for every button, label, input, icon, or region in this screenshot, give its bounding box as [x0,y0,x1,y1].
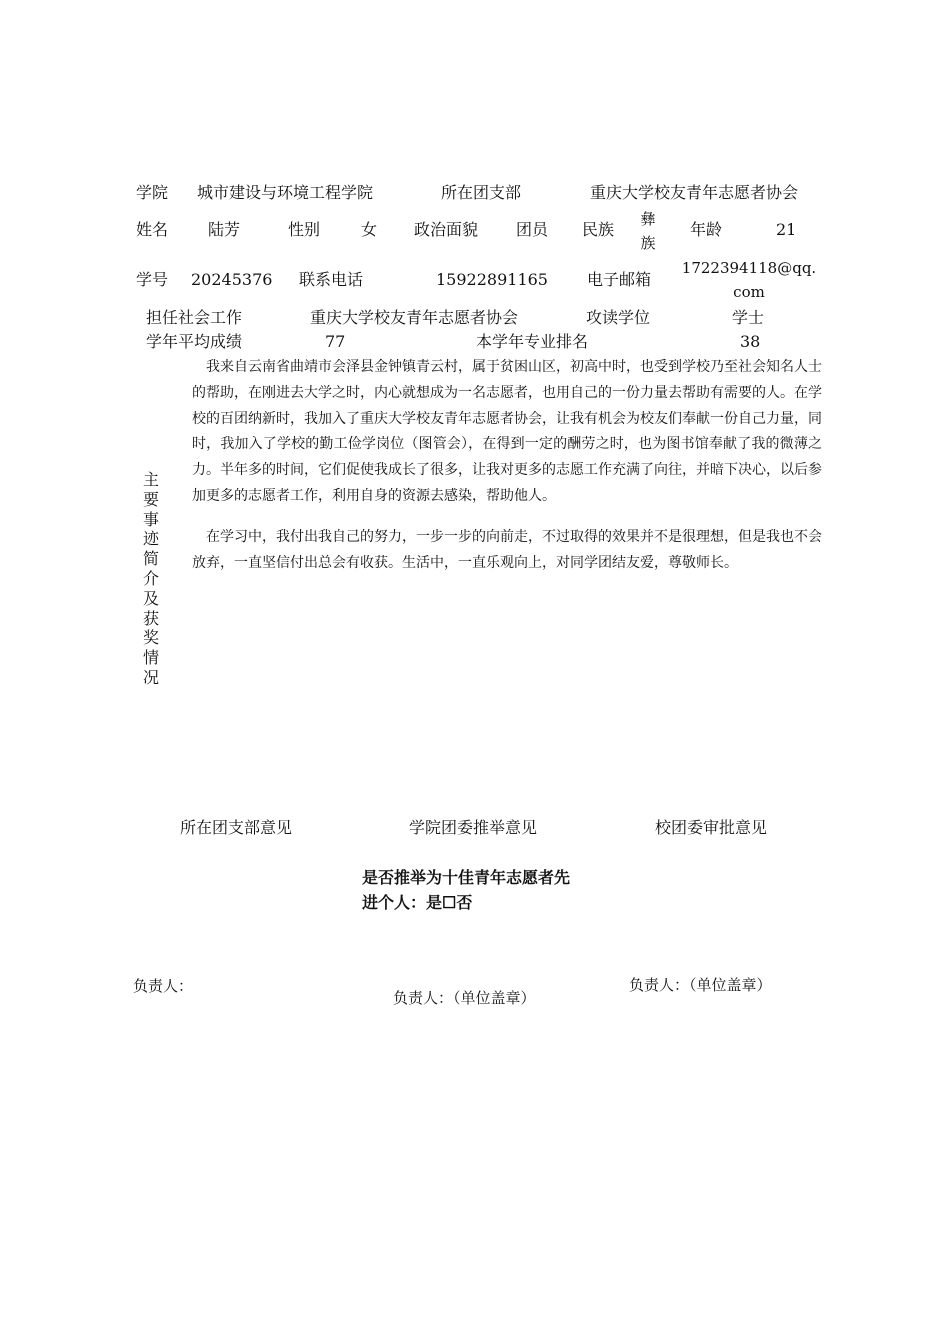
gender-label: 性别 [288,220,321,239]
degree-label: 攻读学位 [586,308,651,327]
deeds-paragraph-1: 我来自云南省曲靖市会泽县金钟镇青云村，属于贫困山区，初高中时，也受到学校乃至社会知名人士的帮助，在刚进去大学之时，内心就想成为一名志愿者，也用自己的一份力量去帮助有需要的人。在学校的百团纳新时，我加入了重庆大学校友青年志愿者协会，让我有机会为校友们奉献一份自己力量，同时，我加入了学校的勤工俭学岗位（图管会），在得到一定的酬劳之时，也为图书馆奉献了我的微薄之力。半年多的时间，它们促使我成长了很多，让我对更多的志愿工作充满了向往，并暗下决心，以后参加更多的志愿者工作，利用自身的资源去感染，帮助他人。 [192,359,822,504]
branch-opinion-label: 所在团支部意见 [180,818,293,837]
age-label: 年龄 [690,220,723,239]
email-value: 1722394118@qq.com [681,259,817,301]
responsible-right: 负责人：（单位盖章） [629,976,772,994]
student-id-label: 学号 [136,270,169,289]
gender-value: 女 [361,220,378,239]
gpa-label: 学年平均成绩 [146,332,243,351]
school-opinion-label: 校团委审批意见 [655,818,768,837]
ethnic-label: 民族 [582,220,615,239]
gpa-value: 77 [325,332,346,351]
rank-value: 38 [740,332,761,351]
college-label: 学院 [136,183,169,202]
college-value: 城市建设与环境工程学院 [197,183,374,202]
phone-label: 联系电话 [299,270,364,289]
deeds-paragraph-2: 在学习中，我付出我自己的努力，一步一步的向前走，不过取得的效果并不是很理想，但是我也不会放弃，一直坚信付出总会有收获。生活中，一直乐观向上，对同学团结友爱，尊敬师长。 [192,529,822,571]
student-id-value: 20245376 [191,270,273,289]
politics-value: 团员 [516,220,549,239]
degree-value: 学士 [732,308,765,327]
responsible-left: 负责人： [133,977,194,995]
email-label: 电子邮箱 [587,270,652,289]
age-value: 21 [776,220,797,239]
responsible-middle: 负责人：（单位盖章） [393,989,536,1007]
social-work-label: 担任社会工作 [146,308,243,327]
deeds-side-label: 主要事迹简介及获奖情况 [142,470,159,687]
recommend-question-line2: 进个人：是☐否 [362,893,473,912]
politics-label: 政治面貌 [414,220,479,239]
branch-label: 所在团支部 [441,183,522,202]
phone-value: 15922891165 [436,270,548,289]
college-opinion-label: 学院团委推举意见 [409,818,538,837]
ethnic-value: 彝族 [640,210,656,252]
rank-label: 本学年专业排名 [476,332,589,351]
name-value: 陆芳 [208,220,241,239]
branch-value: 重庆大学校友青年志愿者协会 [590,183,799,202]
recommend-question-line1: 是否推举为十佳青年志愿者先 [362,868,571,887]
social-work-value: 重庆大学校友青年志愿者协会 [310,308,519,327]
name-label: 姓名 [136,220,169,239]
